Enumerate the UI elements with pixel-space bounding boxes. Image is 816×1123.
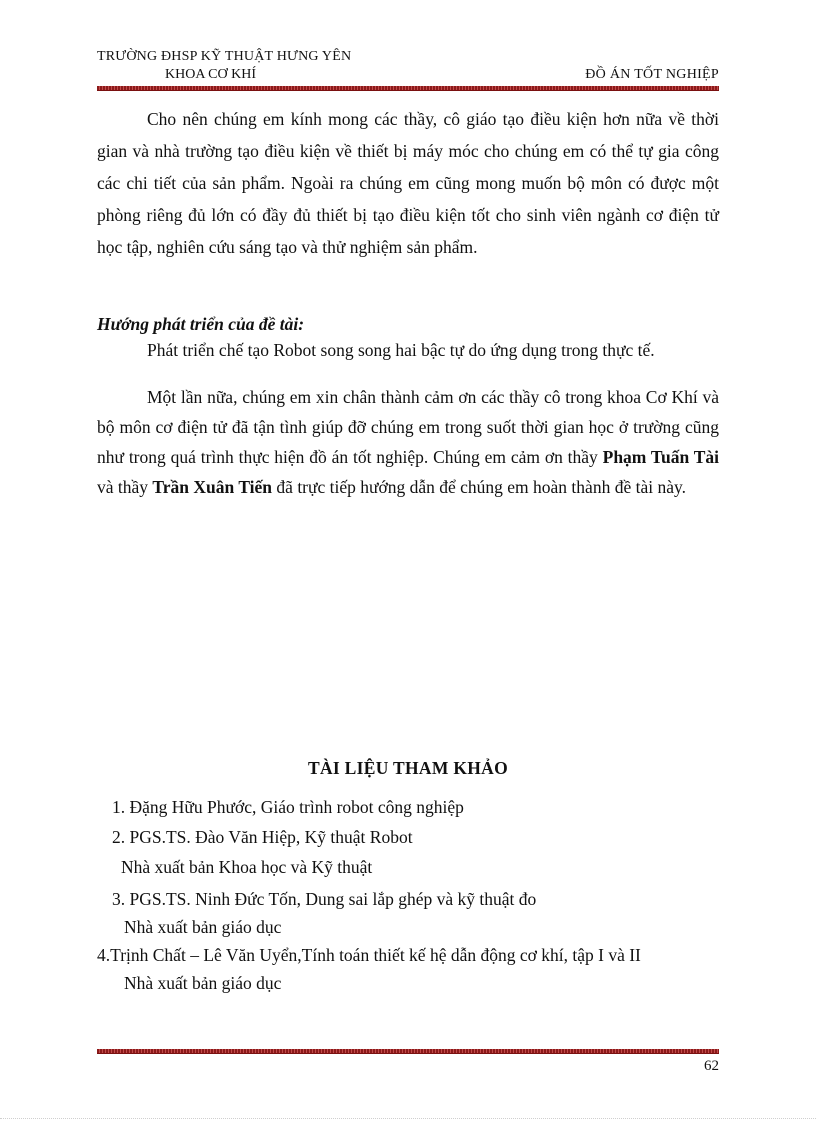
header-school: TRƯỜNG ĐHSP KỸ THUẬT HƯNG YÊN — [97, 49, 352, 64]
thanks-text-a: Một lần nữa, chúng em xin chân thành cảm ơn các thầy cô trong khoa Cơ Khí và bộ môn cơ điện tử đã tận tình giúp đỡ chúng em trong suốt thời gian học ở trường cũng như trong quá trình thực hiện đồ án tốt nghiệp. Chúng em cảm ơn thầy — [97, 387, 719, 467]
reference-publisher: Nhà xuất bản giáo dục — [124, 917, 282, 937]
reference-item: 1. Đặng Hữu Phước, Giáo trình robot công nghiệp — [112, 797, 464, 817]
reference-item: 4.Trịnh Chất – Lê Văn Uyển,Tính toán thiết kế hệ dẫn động cơ khí, tập I và II — [97, 945, 641, 965]
header-rule — [97, 86, 719, 91]
references-title: TÀI LIỆU THAM KHẢO — [307, 758, 509, 778]
paragraph-development: Phát triển chế tạo Robot song song hai bậc tự do ứng dụng trong thực tế. — [147, 340, 655, 360]
page-boundary-line — [0, 1118, 816, 1119]
reference-publisher: Nhà xuất bản giáo dục — [124, 973, 282, 993]
thanks-text-b: và thầy — [97, 477, 153, 497]
teacher-name-1: Phạm Tuấn Tài — [602, 447, 719, 467]
reference-item: 2. PGS.TS. Đào Văn Hiệp, Kỹ thuật Robot — [112, 827, 413, 847]
footer-rule — [97, 1049, 719, 1054]
header-doc-type: ĐỒ ÁN TỐT NGHIỆP — [585, 67, 719, 82]
section-heading-development: Hướng phát triển của đề tài: — [97, 314, 305, 334]
header-faculty: KHOA CƠ KHÍ — [165, 67, 256, 82]
reference-item: 3. PGS.TS. Ninh Đức Tốn, Dung sai lắp ghép và kỹ thuật đo — [112, 889, 537, 909]
thanks-text-c: đã trực tiếp hướng dẫn để chúng em hoàn thành đề tài này. — [272, 477, 686, 497]
paragraph-thanks — [97, 382, 719, 502]
teacher-name-2: Trần Xuân Tiến — [152, 477, 273, 497]
reference-publisher: Nhà xuất bản Khoa học và Kỹ thuật — [121, 857, 373, 877]
paragraph-request: Cho nên chúng em kính mong các thầy, cô giáo tạo điều kiện hơn nữa về thời gian và nhà trường tạo điều kiện về thiết bị máy móc cho chúng em có thể tự gia công các chi tiết của sản phẩm. Ngoài ra chúng em cũng mong muốn bộ môn có được một phòng riêng đủ lớn có đầy đủ thiết bị tạo điều kiện tốt cho sinh viên ngành cơ điện tử học tập, nghiên cứu sáng tạo và thử nghiệm sản phẩm. — [97, 109, 719, 257]
page-number: 62 — [704, 1058, 719, 1074]
